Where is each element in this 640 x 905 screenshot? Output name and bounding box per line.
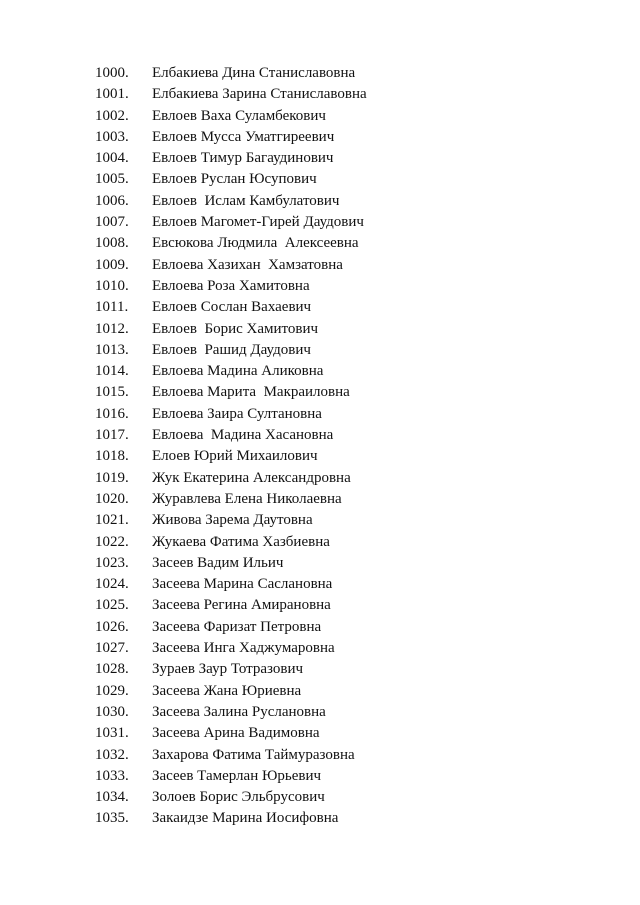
entry-number: 1020. xyxy=(95,490,129,507)
entry-number: 1014. xyxy=(95,363,129,380)
list-item xyxy=(95,404,367,425)
list-item xyxy=(95,659,367,680)
list-item xyxy=(95,595,367,616)
entry-number: 1033. xyxy=(95,767,129,784)
list-item xyxy=(95,212,367,233)
entry-number: 1006. xyxy=(95,192,129,209)
entry-name: Евлоев Магомет-Гирей Даудович xyxy=(152,214,364,231)
entry-name: Засеева Жана Юриевна xyxy=(152,682,302,699)
list-item xyxy=(95,276,367,297)
list-item xyxy=(95,319,367,340)
list-item xyxy=(95,169,367,190)
list-item xyxy=(95,63,367,84)
entry-number: 1016. xyxy=(95,405,129,422)
list-item xyxy=(95,382,367,403)
entry-number: 1035. xyxy=(95,810,129,827)
list-item xyxy=(95,638,367,659)
list-item xyxy=(95,532,367,553)
entry-name: Евлоева Марита Макраиловна xyxy=(152,384,350,401)
entry-name: Евлоев Мусса Уматгиреевич xyxy=(152,128,335,145)
entry-name: Евлоева Мадина Аликовна xyxy=(152,363,324,380)
entry-name: Засеева Фаризат Петровна xyxy=(152,618,322,635)
entry-number: 1008. xyxy=(95,235,129,252)
list-item xyxy=(95,702,367,723)
list-item xyxy=(95,723,367,744)
entry-number: 1030. xyxy=(95,703,129,720)
entry-name: Евлоева Хазихан Хамзатовна xyxy=(152,256,343,273)
list-item xyxy=(95,510,367,531)
entry-name: Елоев Юрий Михаилович xyxy=(152,448,318,465)
entry-name: Живова Зарема Даутовна xyxy=(152,512,313,529)
name-list xyxy=(95,63,367,830)
entry-name: Евлоев Руслан Юсупович xyxy=(152,171,317,188)
entry-name: Евлоев Рашид Даудович xyxy=(152,341,311,358)
entry-name: Закаидзе Марина Иосифовна xyxy=(152,810,339,827)
entry-name: Евлоев Ваха Суламбекович xyxy=(152,107,326,124)
entry-number: 1025. xyxy=(95,597,129,614)
list-item xyxy=(95,766,367,787)
entry-name: Золоев Борис Эльбрусович xyxy=(152,789,325,806)
list-item xyxy=(95,191,367,212)
entry-number: 1003. xyxy=(95,128,129,145)
entry-number: 1011. xyxy=(95,299,129,316)
list-item xyxy=(95,446,367,467)
entry-number: 1015. xyxy=(95,384,129,401)
list-item xyxy=(95,425,367,446)
list-item xyxy=(95,617,367,638)
entry-number: 1017. xyxy=(95,427,129,444)
list-item xyxy=(95,255,367,276)
entry-number: 1005. xyxy=(95,171,129,188)
entry-number: 1018. xyxy=(95,448,129,465)
entry-number: 1002. xyxy=(95,107,129,124)
entry-name: Засеева Регина Амирановна xyxy=(152,597,331,614)
entry-number: 1028. xyxy=(95,661,129,678)
entry-number: 1029. xyxy=(95,682,129,699)
entry-number: 1023. xyxy=(95,554,129,571)
entry-name: Евлоев Тимур Багаудинович xyxy=(152,150,334,167)
entry-number: 1019. xyxy=(95,469,129,486)
entry-name: Евлоева Роза Хамитовна xyxy=(152,277,310,294)
entry-name: Елбакиева Дина Станиславовна xyxy=(152,65,356,81)
list-item xyxy=(95,340,367,361)
entry-name: Евлоев Борис Хамитович xyxy=(152,320,319,337)
list-item xyxy=(95,84,367,105)
list-item xyxy=(95,233,367,254)
list-item xyxy=(95,106,367,127)
list-item xyxy=(95,489,367,510)
entry-name: Евлоев Сослан Вахаевич xyxy=(152,299,312,316)
entry-name: Засеев Вадим Ильич xyxy=(152,554,284,571)
list-item xyxy=(95,681,367,702)
entry-number: 1022. xyxy=(95,533,129,550)
entry-number: 1009. xyxy=(95,256,129,273)
entry-number: 1013. xyxy=(95,341,129,358)
entry-name: Евлоева Заира Султановна xyxy=(152,405,322,422)
entry-number: 1034. xyxy=(95,789,129,806)
entry-number: 1010. xyxy=(95,277,129,294)
entry-name: Захарова Фатима Таймуразовна xyxy=(152,746,355,763)
entry-name: Евсюкова Людмила Алексеевна xyxy=(152,235,359,252)
list-item xyxy=(95,148,367,169)
list-item xyxy=(95,553,367,574)
entry-number: 1031. xyxy=(95,725,129,742)
entry-number: 1004. xyxy=(95,150,129,167)
entry-number: 1021. xyxy=(95,512,129,529)
entry-name: Засеева Арина Вадимовна xyxy=(152,725,320,742)
list-item xyxy=(95,361,367,382)
entry-number: 1012. xyxy=(95,320,129,337)
list-item xyxy=(95,127,367,148)
entry-name: Зураев Заур Тотразович xyxy=(152,661,304,678)
entry-name: Засеева Инга Хаджумаровна xyxy=(152,640,335,657)
entry-number: 1024. xyxy=(95,576,129,593)
list-item xyxy=(95,297,367,318)
entry-number: 1026. xyxy=(95,618,129,635)
list-item xyxy=(95,745,367,766)
entry-number: 1000. xyxy=(95,65,129,81)
entry-name: Жукаева Фатима Хазбиевна xyxy=(152,533,330,550)
entry-name: Елбакиева Зарина Станиславовна xyxy=(152,86,367,103)
list-item xyxy=(95,808,367,829)
list-item xyxy=(95,787,367,808)
entry-name: Евлоев Ислам Камбулатович xyxy=(152,192,340,209)
entry-name: Евлоева Мадина Хасановна xyxy=(152,427,334,444)
entry-name: Засеева Залина Руслановна xyxy=(152,703,326,720)
list-item xyxy=(95,468,367,489)
entry-number: 1007. xyxy=(95,214,129,231)
entry-name: Засеев Тамерлан Юрьевич xyxy=(152,767,322,784)
entry-number: 1032. xyxy=(95,746,129,763)
list-item xyxy=(95,574,367,595)
entry-name: Журавлева Елена Николаевна xyxy=(152,490,342,507)
entry-number: 1027. xyxy=(95,640,129,657)
entry-name: Жук Екатерина Александровна xyxy=(152,469,351,486)
entry-name: Засеева Марина Саслановна xyxy=(152,576,333,593)
entry-number: 1001. xyxy=(95,86,129,103)
